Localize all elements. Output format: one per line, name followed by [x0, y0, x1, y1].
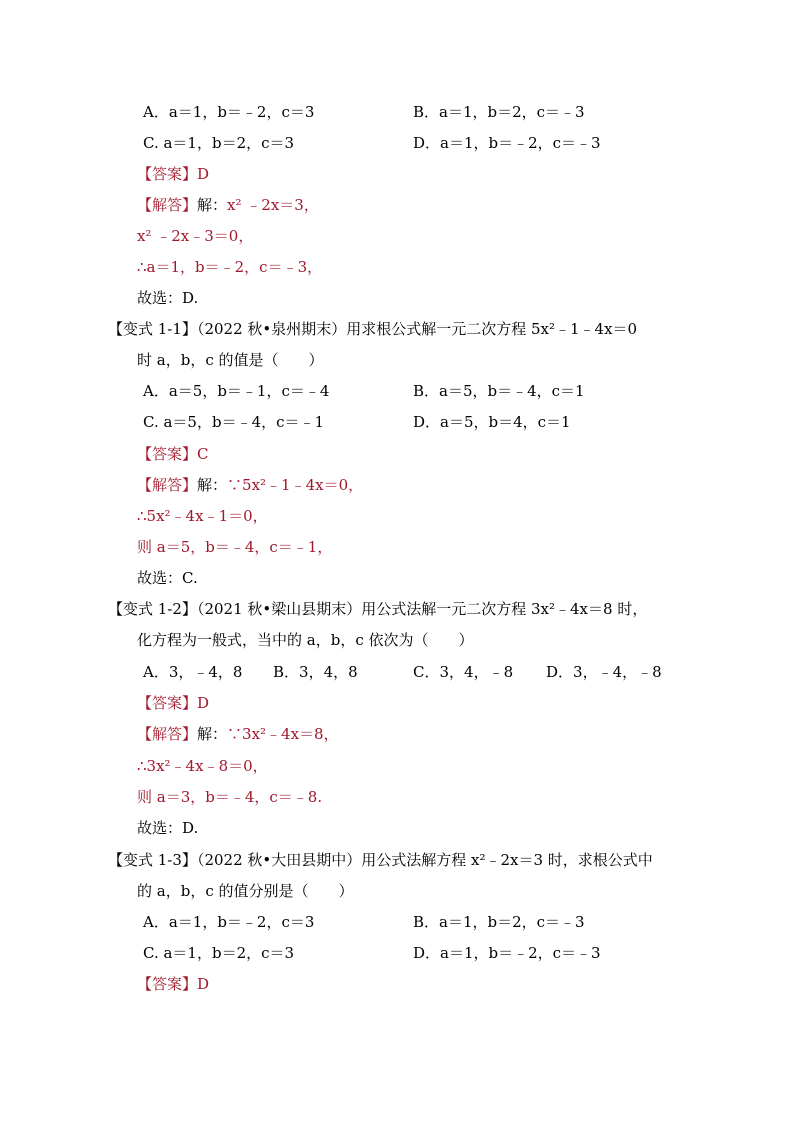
answer-line [137, 974, 209, 994]
answer-tag: 【答案】 [137, 975, 198, 993]
option-d: D．3，﹣4，﹣8 [546, 663, 662, 681]
answer-tag: 【答案】 [137, 694, 198, 712]
solution-line [137, 195, 319, 215]
option-c: C. a＝5，b＝﹣4，c＝﹣1 [143, 413, 325, 431]
option-a: A．a＝1，b＝﹣2，c＝3 [143, 913, 315, 931]
solution-step: x² ﹣2x＝3， [227, 196, 319, 214]
question-v11-line2: 时 a，b，c 的值是（ ） [137, 351, 324, 369]
solution-step: ∴5x²﹣4x﹣1＝0， [137, 507, 268, 525]
option-a: A．3，﹣4，8 [143, 663, 243, 681]
option-c: C. a＝1，b＝2，c＝3 [143, 134, 295, 152]
answer-value: D [197, 165, 210, 183]
solution-step: 故选：D. [137, 289, 199, 307]
solution-lead: 解： [197, 196, 228, 214]
option-d: D．a＝1，b＝﹣2，c＝﹣3 [413, 134, 601, 152]
option-c: C．3，4，﹣8 [413, 663, 514, 681]
answer-line [137, 693, 209, 713]
question-v13-line1 [108, 850, 653, 870]
solution-step: ∵3x²﹣4x＝8， [227, 725, 339, 743]
question-text: （2022 秋•大田县期中）用公式法解方程 x²﹣2x＝3 时，求根公式中 [196, 851, 653, 869]
option-a: A．a＝1，b＝﹣2，c＝3 [143, 103, 315, 121]
question-text: （2022 秋•泉州期末）用求根公式解一元二次方程 5x²﹣1﹣4x＝0 [196, 320, 638, 338]
option-b: B．a＝5，b＝﹣4，c＝1 [413, 382, 585, 400]
answer-value: C [197, 445, 209, 463]
answer-value: D [197, 975, 210, 993]
question-tag: 【变式 1-2】 [108, 600, 197, 618]
question-v13-line2: 的 a，b，c 的值分别是（ ） [137, 882, 354, 900]
option-d: D．a＝5，b＝4，c＝1 [413, 413, 571, 431]
option-b: B．a＝1，b＝2，c＝﹣3 [413, 913, 585, 931]
option-d: D．a＝1，b＝﹣2，c＝﹣3 [413, 944, 601, 962]
solution-lead: 解： [197, 476, 228, 494]
answer-tag: 【答案】 [137, 165, 198, 183]
solution-step: 则 a＝5，b＝﹣4，c＝﹣1， [137, 538, 333, 556]
solution-tag: 【解答】 [137, 196, 198, 214]
solution-step: ∴a＝1，b＝﹣2，c＝﹣3， [137, 258, 323, 276]
question-v11-line1 [108, 319, 637, 339]
question-v12-line2: 化方程为一般式，当中的 a，b，c 依次为（ ） [137, 631, 474, 649]
question-tag: 【变式 1-1】 [108, 320, 197, 338]
solution-tag: 【解答】 [137, 725, 198, 743]
option-b: B．3，4，8 [273, 663, 358, 681]
answer-line [137, 164, 209, 184]
answer-value: D [197, 694, 210, 712]
solution-step: x² ﹣2x﹣3＝0， [137, 227, 254, 245]
solution-line [137, 475, 363, 495]
solution-line [137, 724, 339, 744]
answer-tag: 【答案】 [137, 445, 198, 463]
option-b: B．a＝1，b＝2，c＝﹣3 [413, 103, 585, 121]
option-a: A．a＝5，b＝﹣1，c＝﹣4 [143, 382, 330, 400]
answer-line [137, 444, 209, 464]
option-c: C. a＝1，b＝2，c＝3 [143, 944, 295, 962]
solution-step: ∵5x²﹣1﹣4x＝0， [227, 476, 364, 494]
solution-lead: 解： [197, 725, 228, 743]
solution-step: 故选：C. [137, 569, 198, 587]
question-v12-line1 [108, 599, 647, 619]
question-tag: 【变式 1-3】 [108, 851, 197, 869]
solution-step: 故选：D. [137, 819, 199, 837]
question-text: （2021 秋•梁山县期末）用公式法解一元二次方程 3x²﹣4x＝8 时， [196, 600, 648, 618]
solution-step: ∴3x²﹣4x﹣8＝0， [137, 757, 268, 775]
solution-step: 则 a＝3，b＝﹣4，c＝﹣8. [137, 788, 323, 806]
solution-tag: 【解答】 [137, 476, 198, 494]
